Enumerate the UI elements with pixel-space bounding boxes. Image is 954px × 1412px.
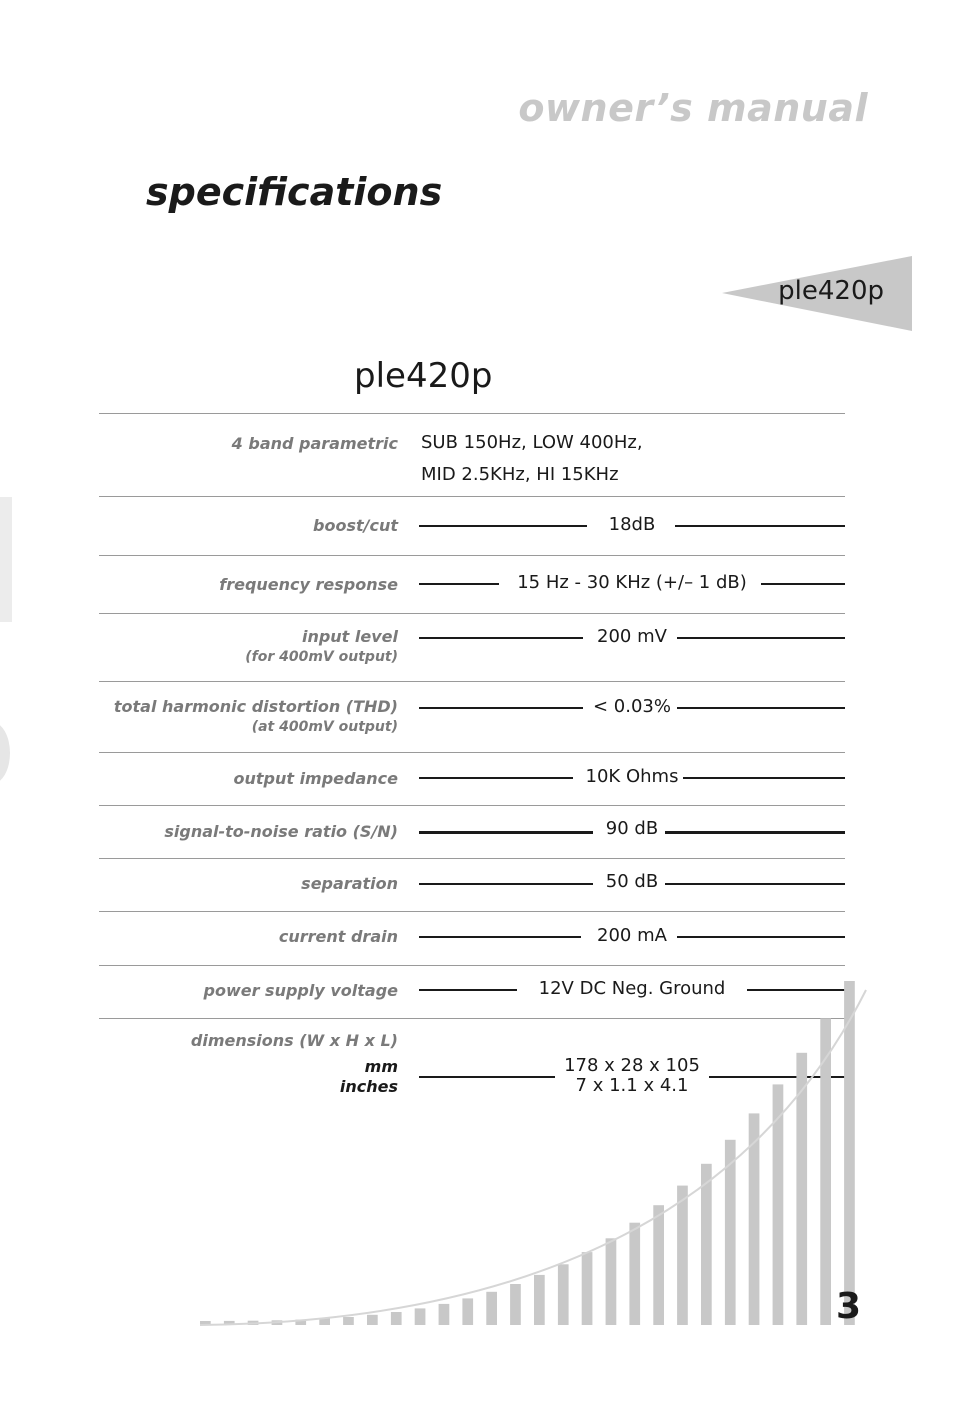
- decorative-bar: [558, 1264, 569, 1325]
- spec-value: 200 mA: [597, 925, 667, 946]
- manual-title: owner’s manual: [518, 86, 868, 130]
- decorative-bar: [701, 1164, 712, 1325]
- spec-label: power supply voltage: [203, 981, 398, 1000]
- decorative-bar: [534, 1275, 545, 1325]
- dimension-inches-value: 7 x 1.1 x 4.1: [575, 1075, 689, 1096]
- decorative-bar: [391, 1312, 402, 1325]
- spec-label: 4 band parametric: [231, 434, 398, 453]
- unit-inches-label: inches: [339, 1077, 398, 1096]
- spec-label: frequency response: [219, 575, 398, 594]
- model-title: ple420p: [354, 356, 493, 396]
- decorative-bar: [606, 1238, 617, 1325]
- decorative-bar: [510, 1284, 521, 1325]
- spec-label: separation: [301, 874, 398, 893]
- page-heading: specifications: [146, 170, 443, 214]
- dimension-mm-value: 178 x 28 x 105: [564, 1055, 700, 1076]
- decorative-bar: [367, 1315, 378, 1325]
- spec-value: MID 2.5KHz, HI 15KHz: [421, 464, 619, 485]
- decorative-bar: [773, 1084, 784, 1325]
- decorative-bar: [486, 1292, 497, 1325]
- spec-label-main: input level: [301, 627, 398, 646]
- spec-label-main: total harmonic distortion (THD): [113, 697, 398, 716]
- decorative-bar: [844, 981, 855, 1325]
- spec-value: 15 Hz - 30 KHz (+/– 1 dB): [517, 572, 747, 593]
- page-number: 3: [836, 1286, 862, 1327]
- spec-label: signal-to-noise ratio (S/N): [164, 822, 398, 841]
- spec-value: SUB 150Hz, LOW 400Hz,: [421, 432, 643, 453]
- spec-value: 18dB: [608, 514, 656, 535]
- decorative-bar: [653, 1205, 664, 1325]
- spec-sublabel: (for 400mV output): [245, 649, 398, 665]
- spec-value: 200 mV: [597, 626, 667, 647]
- spec-sublabel: (at 400mV output): [251, 719, 398, 735]
- spec-value: 90 dB: [605, 818, 659, 839]
- spec-label-main: dimensions (W x H x L): [190, 1031, 398, 1050]
- decorative-bar: [629, 1223, 640, 1325]
- spec-value: 10K Ohms: [585, 766, 679, 787]
- spec-label: output impedance: [233, 769, 398, 788]
- spec-value: 12V DC Neg. Ground: [538, 978, 726, 999]
- decorative-bar: [462, 1298, 473, 1325]
- decorative-bar: [415, 1308, 426, 1325]
- spec-label: boost/cut: [313, 516, 398, 535]
- spec-value: < 0.03%: [593, 696, 671, 717]
- decorative-bar: [343, 1317, 354, 1325]
- spec-label: current drain: [278, 927, 398, 946]
- decorative-curve: [200, 990, 866, 1325]
- decorative-bar: [582, 1252, 593, 1325]
- section-tab-label: ple420p: [778, 276, 884, 306]
- decorative-bar: [677, 1186, 688, 1325]
- spec-value: 50 dB: [605, 871, 659, 892]
- decorative-bar: [439, 1304, 450, 1325]
- unit-mm-label: mm: [364, 1057, 398, 1076]
